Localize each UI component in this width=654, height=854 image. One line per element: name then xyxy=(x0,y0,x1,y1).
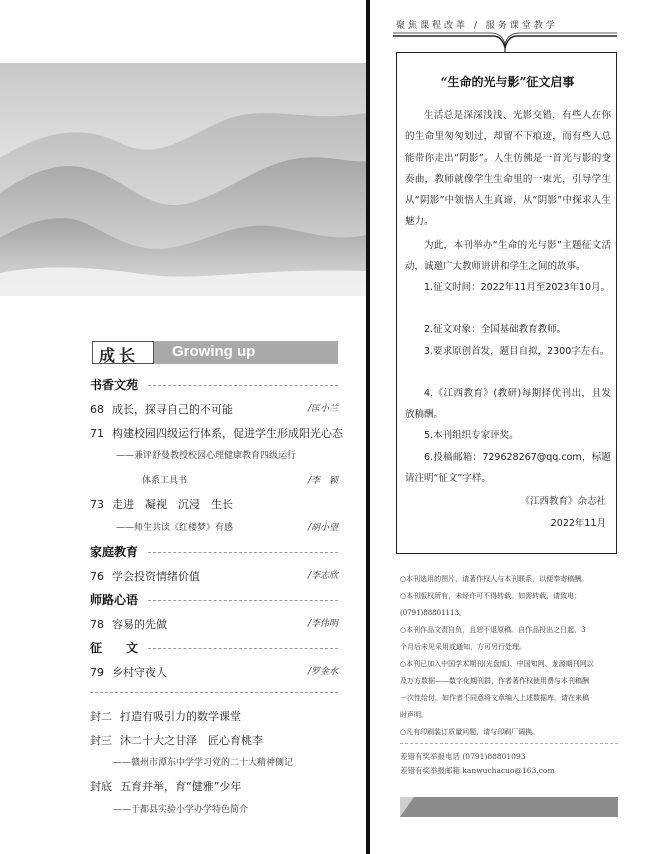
note-line: 个月后未见采用或通知，方可另行处理。 xyxy=(400,643,526,651)
cover-position: 封底 xyxy=(90,780,112,793)
cover-divider xyxy=(90,692,338,693)
footer-band xyxy=(400,797,618,817)
cover-title: 沐二十大之甘泽 匠心育桃李 xyxy=(120,734,263,747)
cover-subtitle: ——赣州市潭东中学学习党的二十大精神侧记 xyxy=(113,758,294,768)
article-title: 乡村守夜人 xyxy=(112,666,167,679)
page-number: 73 xyxy=(90,498,104,511)
category-divider xyxy=(148,552,338,553)
cover-position: 封二 xyxy=(90,710,112,723)
cover-title: 打造有吸引力的数学课堂 xyxy=(120,710,241,723)
notice-item: 6.投稿邮箱：729628267@qq.com，标题请注明“征文”字样。 xyxy=(405,452,611,485)
notice-paragraph: 生活总是深深浅浅、光影交错，有些人在你的生命里匆匆划过，却留不下痕迹，而有些人总能带你走出“阴影”。人生仿佛是一首光与影的变奏曲，教师就像学生生命里的一束光，引导学生从“阴影”中领悟人生真谛，从“阴影”中探求人生魅力。 xyxy=(405,110,611,228)
page-number: 78 xyxy=(90,618,104,631)
toc-entry[interactable] xyxy=(90,496,338,512)
note-line: 时声明。 xyxy=(400,711,428,719)
notice-item: 2.征文对象：全国基础教育教师。 xyxy=(424,324,567,335)
article-subtitle: ——师生共读《红楼梦》有感 xyxy=(116,523,234,533)
notice-item: 4.《江西教育》(教研)每期择优刊出，且发放稿酬。 xyxy=(405,388,611,421)
category-divider xyxy=(148,600,338,601)
toc-entry[interactable] xyxy=(90,664,338,680)
page-number: 79 xyxy=(90,666,104,679)
note-line: ○本刊版权所有，未经许可不得转载。如需转载，请致电： xyxy=(400,592,582,600)
article-author: /李 颖 xyxy=(307,476,338,486)
page-number: 71 xyxy=(90,427,104,440)
running-head: 聚焦课程改革 / 服务课堂教学 xyxy=(396,21,558,31)
note-line: 一次性给付。如作者不同意将文章编入上述数据库，请在来稿 xyxy=(400,694,589,702)
notes-divider xyxy=(400,743,618,744)
misty-mountains-image xyxy=(0,63,366,296)
page-spine xyxy=(366,0,370,854)
article-author: /李志欣 xyxy=(307,571,338,581)
notice-paragraph: 为此，本刊举办“生命的光与影”主题征文活动，诚邀广大教师讲讲和学生之间的故事。 xyxy=(405,240,611,273)
article-subtitle-cont: 体系工具书 xyxy=(142,476,188,486)
cover-subtitle: ——于都县实验小学办学特色简介 xyxy=(113,805,249,815)
article-title: 容易的先做 xyxy=(112,618,167,631)
section-cn-box xyxy=(92,341,154,364)
cover-entry[interactable] xyxy=(90,708,338,724)
article-title: 学会投资情绪价值 xyxy=(112,570,200,583)
category-shuxiang: 书香文苑 xyxy=(90,378,139,392)
signature-org: 《江西教育》杂志社 xyxy=(520,496,606,507)
toc-entry[interactable] xyxy=(90,616,338,632)
page-number: 76 xyxy=(90,570,104,583)
category-divider xyxy=(148,648,338,649)
article-title: 构建校园四级运行体系，促进学生形成阳光心态 xyxy=(112,427,343,440)
error-report-phone: 差错有奖举报电话 (0791)88801093 xyxy=(400,752,526,761)
cover-entry[interactable] xyxy=(90,732,338,748)
signature-date: 2022年11月 xyxy=(550,518,606,529)
call-for-papers-box xyxy=(396,52,617,554)
category-jiating: 家庭教育 xyxy=(90,545,139,559)
section-header xyxy=(92,341,338,364)
section-title-en: Growing up xyxy=(172,343,256,360)
article-author: /李伟明 xyxy=(307,619,338,629)
note-line: 及万方数据——数字化期刊群，作者著作权使用费与本刊稿酬 xyxy=(400,677,589,685)
category-divider xyxy=(148,385,338,386)
footer-band-corner xyxy=(400,797,414,817)
note-line: ○凡有印刷装订质量问题，请与印刷厂调换。 xyxy=(400,728,540,736)
open-book-icon xyxy=(393,32,617,52)
toc-entry[interactable] xyxy=(90,568,338,584)
cover-title: 五育并举，育“健雅”少年 xyxy=(120,780,242,793)
note-line: ○本刊已加入中国学术期刊(光盘版)、中国知网、龙源期刊网以 xyxy=(400,660,594,668)
note-line: (0791)88801113。 xyxy=(400,609,466,617)
category-zhengwen: 征 文 xyxy=(90,641,139,655)
note-line: ○本刊选用的图片，请著作权人与本刊联系，以便奉寄稿酬。 xyxy=(400,575,589,583)
notice-title: “生命的光与影”征文启事 xyxy=(440,75,575,89)
article-title: 成长，探寻自己的不可能 xyxy=(112,403,233,416)
article-author: /匡小兰 xyxy=(307,404,338,414)
section-title-cn: 成长 xyxy=(99,346,140,365)
note-line: ○本刊作品文责自负，且恕不退原稿。自作品投出之日起，3 xyxy=(400,626,586,634)
article-author: /胡小望 xyxy=(307,523,338,533)
article-author: /罗金水 xyxy=(307,667,338,677)
article-subtitle: ——兼评舒曼教授校园心理健康教育四级运行 xyxy=(116,451,297,461)
notice-item: 3.要求原创首发，题目自拟，2300字左右。 xyxy=(424,346,610,357)
notice-item: 5.本刊组织专家评奖。 xyxy=(424,430,519,441)
article-title: 走进 凝视 沉浸 生长 xyxy=(112,498,233,511)
category-shilu: 师路心语 xyxy=(90,593,139,607)
error-report-email: 差错有奖举报邮箱 kanwuchacuo@163.com xyxy=(400,766,555,775)
cover-entry[interactable] xyxy=(90,778,338,794)
toc-entry[interactable] xyxy=(90,425,343,441)
cover-position: 封三 xyxy=(90,734,112,747)
toc-entry[interactable] xyxy=(90,401,338,417)
page-number: 68 xyxy=(90,403,104,416)
notice-item: 1.征文时间：2022年11月至2023年10月。 xyxy=(424,282,611,293)
